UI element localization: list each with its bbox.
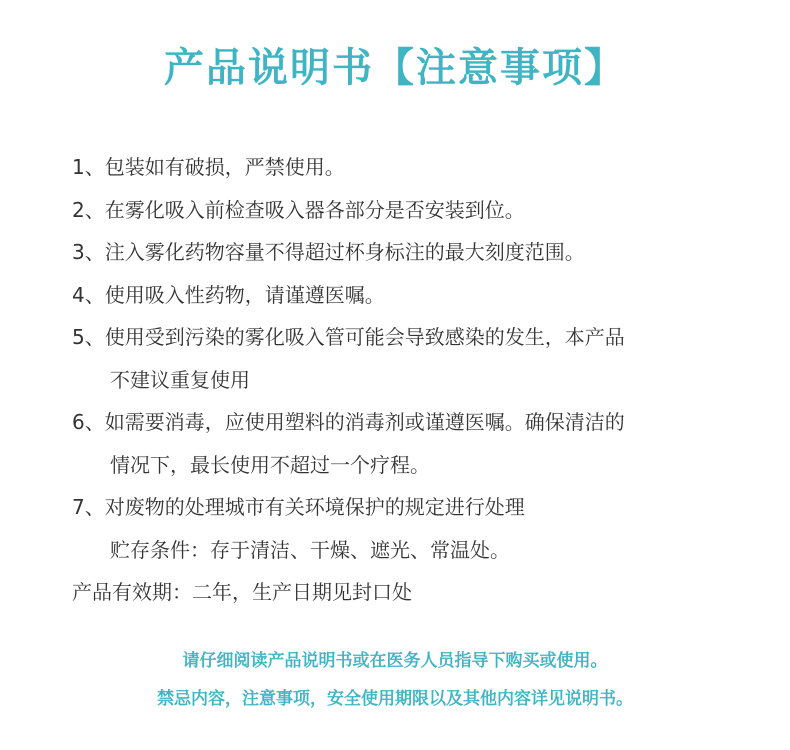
list-item: 2、在雾化吸入前检查吸入器各部分是否安装到位。 bbox=[72, 197, 525, 222]
list-item-continuation: 不建议重复使用 bbox=[110, 367, 250, 392]
list-item: 6、如需要消毒，应使用塑料的消毒剂或谨遵医嘱。确保清洁的 bbox=[72, 410, 625, 434]
shelf-life: 产品有效期：二年，生产日期见封口处 bbox=[72, 580, 412, 604]
list-item: 3、注入雾化药物容量不得超过杯身标注的最大刻度范围。 bbox=[72, 240, 585, 264]
precautions-list bbox=[72, 157, 762, 625]
list-item: 7、对废物的处理城市有关环境保护的规定进行处理 bbox=[72, 495, 525, 519]
list-item: 1、包装如有破损，严禁使用。 bbox=[72, 155, 345, 179]
footer-notice-2: 禁忌内容，注意事项，安全使用期限以及其他内容详见说明书。 bbox=[157, 689, 633, 709]
list-item: 4、使用吸入性药物，请谨遵医嘱。 bbox=[72, 282, 385, 307]
list-item-continuation: 情况下，最长使用不超过一个疗程。 bbox=[110, 452, 430, 477]
footer-notice-1: 请仔细阅读产品说明书或在医务人员指导下购买或使用。 bbox=[182, 651, 608, 671]
page-title: 产品说明书【注意事项】 bbox=[164, 45, 626, 91]
list-item: 5、使用受到污染的雾化吸入管可能会导致感染的发生，本产品 bbox=[72, 325, 625, 349]
storage-conditions: 贮存条件：存于清洁、干燥、遮光、常温处。 bbox=[110, 537, 510, 562]
